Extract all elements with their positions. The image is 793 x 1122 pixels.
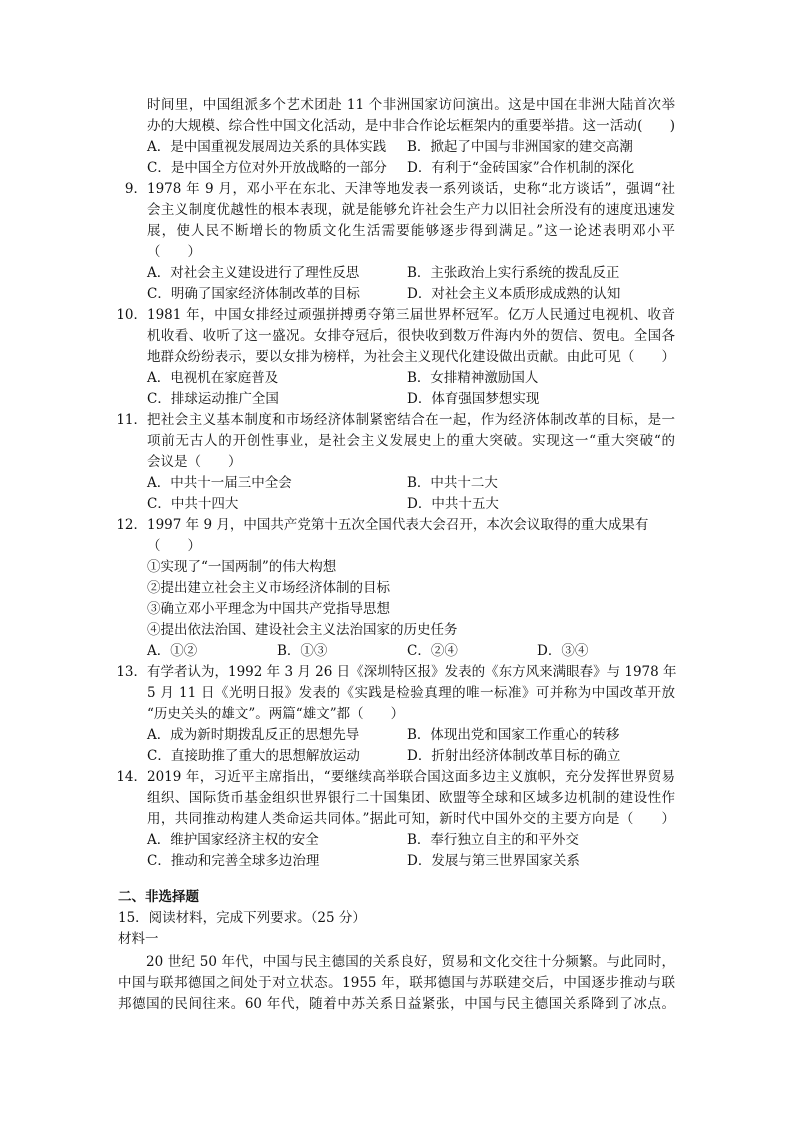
q12-line-1: 1997 年 9 月，中国共产党第十五次全国代表大会召开，本次会议取得的重大成果有 (147, 517, 649, 533)
q11-line-2: 项前无古人的开创性事业，是社会主义发展史上的重大突破。实现这一“重大突破“的 (147, 433, 675, 449)
q10-line-3: 地群众纷纷表示，要以女排为榜样，为社会主义现代化建设做出贡献。由此可见（ ） (147, 349, 675, 365)
q13-line-3: “历史关头的雄文”。两篇“雄文”都（ ） (147, 706, 405, 722)
q14-option-a[interactable]: A．维护国家经济主权的安全 (147, 832, 319, 848)
q11-option-a[interactable]: A．中共十一届三中全会 (147, 475, 292, 491)
q8-line-1: 时间里，中国组派多个艺术团赴 11 个非洲国家访问演出。这是中国在非洲大陆首次举 (147, 97, 675, 113)
q8-line-2: 办的大规模、综合性中国文化活动，是中非合作论坛框架内的重要举措。这一活动( ) (147, 118, 675, 134)
q12-option-a[interactable]: A．①② (147, 643, 198, 659)
q11-option-d[interactable]: D．中共十五大 (407, 496, 499, 512)
q12-option-d[interactable]: D．③④ (537, 643, 589, 659)
q12-item-3: ③确立邓小平理念为中国共产党指导思想 (147, 601, 390, 617)
q12-line-2: （ ） (147, 538, 201, 554)
q11-option-b[interactable]: B．中共十二大 (407, 475, 498, 491)
q13-line-1: 有学者认为，1992 年 3 月 26 日《深圳特区报》发表的《东方风来满眼春》与 1978 年 (147, 664, 677, 680)
q10-option-b[interactable]: B．女排精神激励国人 (407, 370, 539, 386)
q9-line-2: 会主义制度优越性的根本表现，就是能够允许社会生产力以旧社会所没有的速度迅速发 (147, 202, 675, 218)
q9-option-d[interactable]: D．对社会主义本质形成成熟的认知 (407, 286, 621, 302)
q8-option-b[interactable]: B．掀起了中国与非洲国家的建交高潮 (407, 139, 633, 155)
q13-line-2: 5 月 11 日《光明日报》发表的《实践是检验真理的唯一标准》可并称为中国改革开放 (147, 685, 675, 701)
q8-option-d[interactable]: D．有利于“金砖国家”合作机制的深化 (407, 160, 635, 176)
material-1-label: 材料一 (118, 931, 159, 947)
q14-option-d[interactable]: D．发展与第三世界国家关系 (407, 853, 580, 869)
q9-line-1: 1978 年 9 月，邓小平在东北、天津等地发表一系列谈话，史称“北方谈话”，强调“社 (147, 181, 675, 197)
material-1-line-1: 20 世纪 50 年代，中国与民主德国的关系良好，贸易和文化交往十分频繁。与此同时， (146, 954, 675, 970)
q9-number: 9． (124, 181, 147, 197)
q14-option-b[interactable]: B．奉行独立自主的和平外交 (407, 832, 579, 848)
q13-option-d[interactable]: D．折射出经济体制改革目标的确立 (407, 748, 621, 764)
q9-option-a[interactable]: A．对社会主义建设进行了理性反思 (147, 265, 360, 281)
q13-number: 13． (116, 664, 147, 680)
q10-option-d[interactable]: D．体育强国梦想实现 (407, 391, 540, 407)
q14-line-3: 用，共同推动构建人类命运共同体。”据此可知，新时代中国外交的主要方向是（ ） (147, 811, 675, 827)
material-1-line-3: 邦德国的民间往来。60 年代，随着中苏关系日益紧张，中国与民主德国关系降到了冰点。 (118, 996, 675, 1012)
q12-item-1: ①实现了“一国两制”的伟大构想 (147, 559, 337, 575)
q8-option-c[interactable]: C．是中国全方位对外开放战略的一部分 (147, 160, 387, 176)
q14-option-c[interactable]: C．推动和完善全球多边治理 (147, 853, 320, 869)
q10-option-c[interactable]: C．排球运动推广全国 (147, 391, 279, 407)
q14-line-1: 2019 年，习近平主席指出，“要继续高举联合国这面多边主义旗帜，充分发挥世界贸易 (147, 769, 675, 785)
q12-item-4: ④提出依法治国、建设社会主义法治国家的历史任务 (147, 622, 458, 638)
q15-prompt: 15．阅读材料，完成下列要求。（25 分） (118, 910, 366, 926)
q12-option-c[interactable]: C．②④ (407, 643, 458, 659)
q10-line-2: 机收看、收听了这一盛况。女排夺冠后，很快收到数万件海内外的贺信、贺电。全国各 (147, 328, 675, 344)
q8-option-a[interactable]: A．是中国重视发展周边关系的具体实践 (147, 139, 387, 155)
q11-option-c[interactable]: C．中共十四大 (147, 496, 239, 512)
q12-number: 12． (116, 517, 147, 533)
q10-line-1: 1981 年，中国女排经过顽强拼搏勇夺第三届世界杯冠军。亿万人民通过电视机、收音 (147, 307, 675, 323)
q12-item-2: ②提出建立社会主义市场经济体制的目标 (147, 580, 390, 596)
material-1-line-2: 中国与联邦德国之间处于对立状态。1955 年，联邦德国与苏联建交后，中国逐步推动与联 (118, 975, 675, 991)
q9-option-c[interactable]: C．明确了国家经济体制改革的目标 (147, 286, 360, 302)
q12-option-b[interactable]: B．①③ (277, 643, 328, 659)
q11-line-1: 把社会主义基本制度和市场经济体制紧密结合在一起，作为经济体制改革的目标，是一 (147, 412, 675, 428)
q13-option-b[interactable]: B．体现出党和国家工作重心的转移 (407, 727, 620, 743)
q13-option-c[interactable]: C．直接助推了重大的思想解放运动 (147, 748, 360, 764)
q13-option-a[interactable]: A．成为新时期拨乱反正的思想先导 (147, 727, 360, 743)
q10-number: 10． (116, 307, 147, 323)
q9-line-3: 展，使人民不断增长的物质文化生活需要能够逐步得到满足。”这一论述表明邓小平 (147, 223, 675, 239)
q14-number: 14． (116, 769, 147, 785)
q9-option-b[interactable]: B．主张政治上实行系统的拨乱反正 (407, 265, 620, 281)
q9-line-4: （ ） (147, 244, 201, 260)
q11-line-3: 会议是（ ） (147, 454, 242, 470)
q14-line-2: 组织、国际货币基金组织世界银行二十国集团、欧盟等全球和区域多边机制的建设性作 (147, 790, 675, 806)
q11-number: 11． (116, 412, 147, 428)
q10-option-a[interactable]: A．电视机在家庭普及 (147, 370, 279, 386)
section-2-heading: 二、非选择题 (118, 889, 199, 905)
